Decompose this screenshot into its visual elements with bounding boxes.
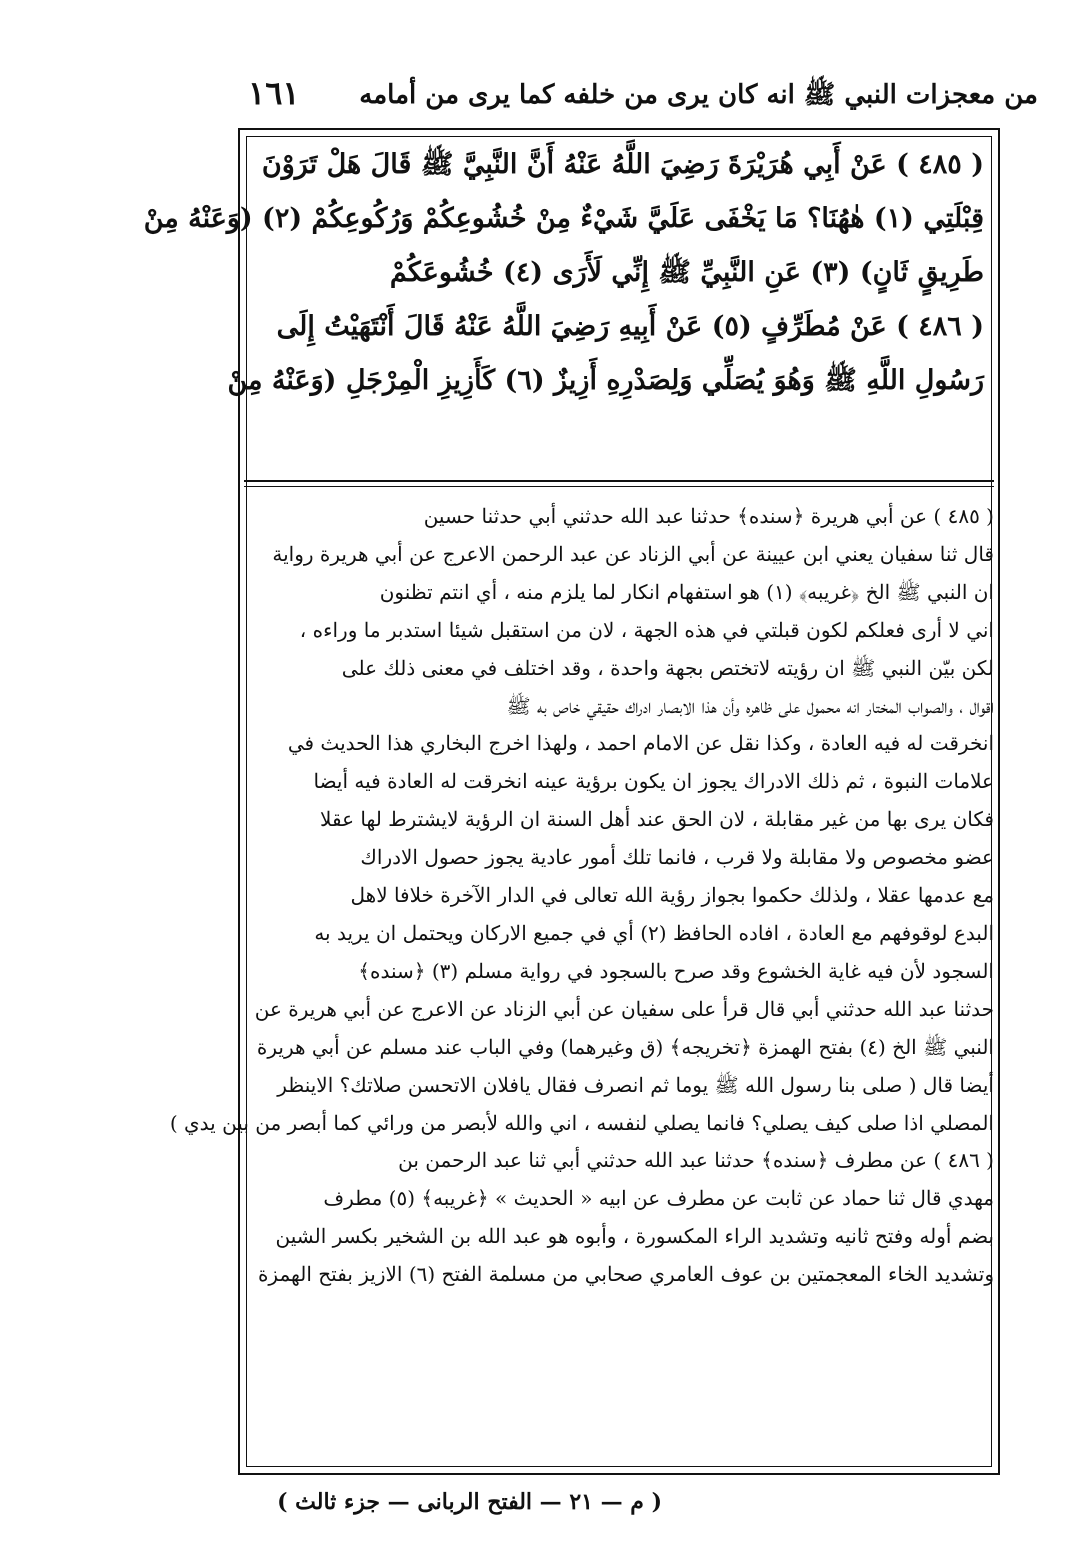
commentary-line: فكان يرى بها من غير مقابلة ، لان الحق عند أهل السنة ان الرؤية لايشترط لها عقلا [320,807,994,832]
page-header [248,70,1038,124]
hadith-line: رَسُولِ اللَّهِ ﷺ وَهُوَ يُصَلِّي وَلِصَدْرِهِ أَزِيزٌ (٦) كَأَزِيزِ الْمِرْجَلِ (وَعَنْهُ مِنْ [227,365,984,396]
commentary-line: السجود لأن فيه غاية الخشوع وقد صرح بالسجود في رواية مسلم (٣) ﴿سنده﴾ [358,958,994,983]
commentary-line: قال ثنا سفيان يعني ابن عيينة عن أبي الزناد عن عبد الرحمن الاعرج عن أبي هريرة رواية [272,541,994,566]
commentary-line: بضم أوله وفتح ثانيه وتشديد الراء المكسورة ، وأبوه هو عبد الله بن الشخير بكسر الشين [275,1224,994,1249]
commentary-line: عضو مخصوص ولا مقابلة ولا قرب ، فانما تلك أمور عادية يجوز حصول الادراك [360,845,994,870]
commentary-line: البدع لوقوفهم مع العادة ، افاده الحافظ (٢) أي في جميع الاركان ويحتمل ان يريد به [314,920,994,945]
commentary-line: انخرقت له فيه العادة ، وكذا نقل عن الامام احمد ، ولهذا اخرج البخاري هذا الحديث في [287,731,994,756]
hadith-line: طَرِيقٍ ثَانٍ) (٣) عَنِ النَّبِيِّ ﷺ إِنِّي لَأَرَى (٤) خُشُوعَكُمْ [389,257,984,288]
commentary-line: حدثنا عبد الله حدثني أبي قال قرأ على سفيان عن أبي الزناد عن الاعرج عن أبي هريرة عن [254,996,994,1021]
hadith-line: قِبْلَتِي (١) هٰهُنَا؟ مَا يَخْفَى عَلَيَّ شَيْءٌ مِنْ خُشُوعِكُمْ وَرُكُوعِكُمْ (٢) (وَعَنْهُ مِنْ [143,203,984,234]
commentary-line: مهدي قال ثنا حماد عن ثابت عن مطرف عن ابيه « الحديث » ﴿غريبه﴾ (٥) مطرف [323,1186,994,1211]
commentary-line: ( ٤٨٦ ) عن مطرف ﴿سنده﴾ حدثنا عبد الله حدثني أبي ثنا عبد الرحمن بن [398,1148,994,1173]
hadith-line: ( ٤٨٦ ) عَنْ مُطَرِّفٍ (٥) عَنْ أَبِيهِ رَضِيَ اللَّهُ عَنْهُ قَالَ أَنْتَهَيْتُ إِلَى [276,311,984,342]
commentary-line: اقوال ، والصواب المختار انه محمول على ظاهره وأن هذا الابصار ادراك حقيقي خاص به ﷺ [506,693,994,718]
commentary-line: أيضا قال ( صلى بنا رسول الله ﷺ يوما ثم انصرف فقال يافلان الاتحسن صلاتك؟ الاينظر [277,1072,994,1097]
commentary-text [169,498,994,1464]
commentary-line: المصلي اذا صلى كيف يصلي؟ فانما يصلي لنفسه ، اني والله لأبصر من ورائي كما أبصر من بين يدي ) [169,1110,994,1135]
page-number: ١٦١ [248,74,300,112]
commentary-line: ان النبي ﷺ الخ ﴿غريبه﴾ (١) هو استفهام انكار لما يلزم منه ، أي انتم تظنون [379,579,994,604]
section-divider-thin [244,486,994,487]
commentary-line: ( ٤٨٥ ) عن أبي هريرة ﴿سنده﴾ حدثنا عبد الله حدثني أبي حدثنا حسين [423,504,994,528]
running-title: من معجزات النبي ﷺ انه كان يرى من خلفه كما يرى من أمامه [359,80,1038,110]
commentary-line: مع عدمها عقلا ، ولذلك حكموا بجواز رؤية الله تعالى في الدار الآخرة خلافا لاهل [350,883,994,908]
commentary-line: اني لا أرى فعلكم لكون قبلتي في هذه الجهة ، لان من استقبل شيئا استدبر ما وراءه ، [299,617,994,642]
page-footer: ( م — ٢١ — الفتح الربانى — جزء ثالث ) [277,1489,662,1515]
commentary-line: لكن بيّن النبي ﷺ ان رؤيته لاتختص بجهة واحدة ، وقد اختلف في معنى ذلك على [341,655,994,680]
hadith-text [143,138,984,468]
commentary-line: النبي ﷺ الخ (٤) بفتح الهمزة ﴿تخريجه﴾ (ق وغيرهما) وفي الباب عند مسلم عن أبي هريرة [256,1034,994,1059]
section-divider [244,480,994,482]
commentary-line: وتشديد الخاء المعجمتين بن عوف العامري صحابي من مسلمة الفتح (٦) الازيز بفتح الهمزة [257,1262,994,1287]
hadith-line: ( ٤٨٥ ) عَنْ أَبِي هُرَيْرَةَ رَضِيَ اللَّهُ عَنْهُ أَنَّ النَّبِيَّ ﷺ قَالَ هَلْ تَرَوْنَ [261,149,984,180]
commentary-line: علامات النبوة ، ثم ذلك الادراك يجوز ان يكون برؤية عينه انخرقت له العادة فيه أيضا [313,769,994,794]
